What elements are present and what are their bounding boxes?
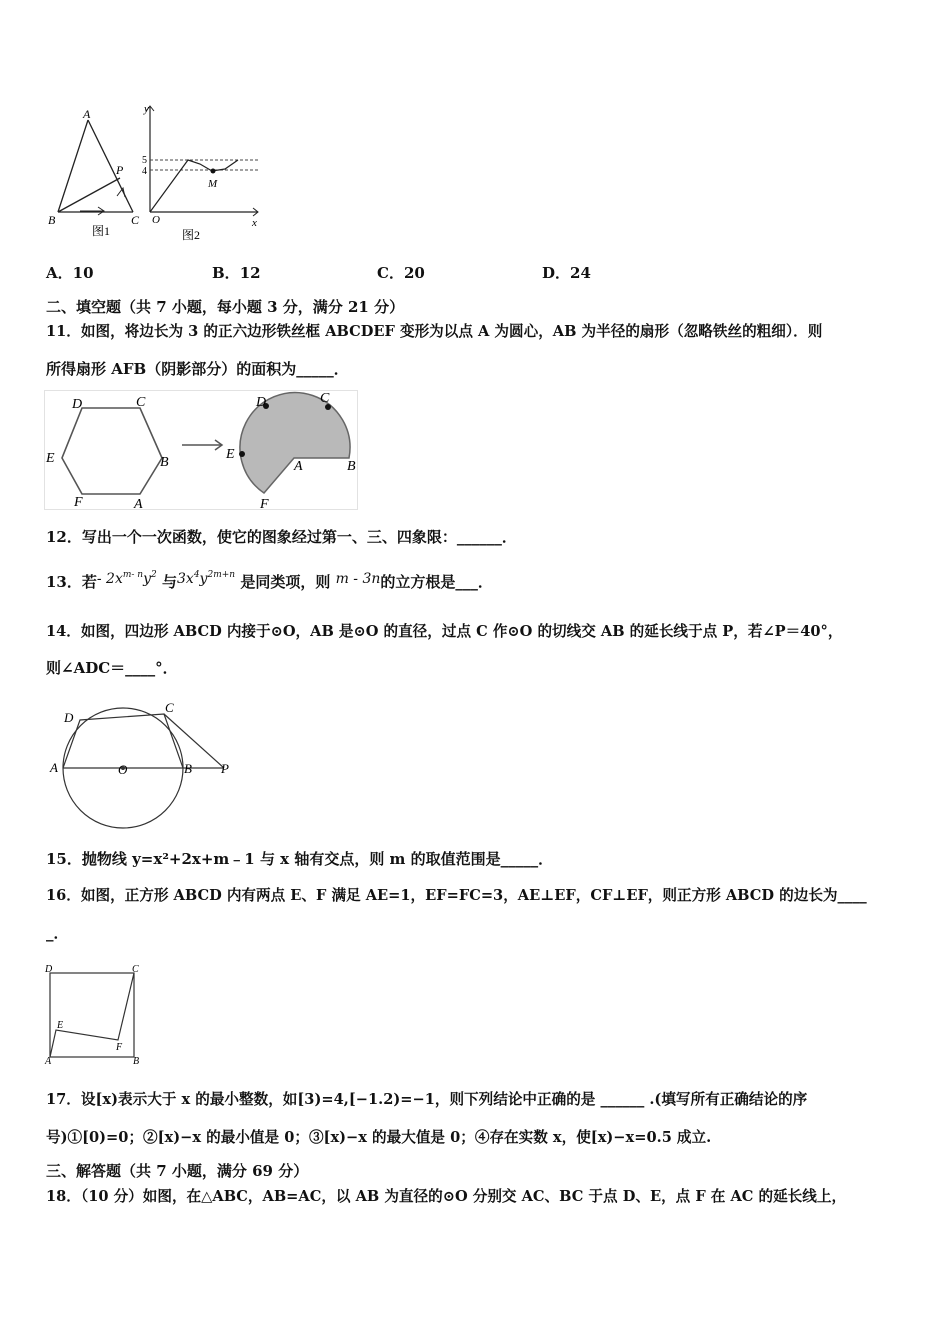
q11-figure (44, 390, 360, 512)
q11-line-2: 所得扇形 AFB（阴影部分）的面积为_____． (46, 360, 349, 378)
fig1-caption: 图1 (92, 224, 111, 238)
fig2-label-5: 5 (142, 155, 147, 166)
q17-line-1: 17．设[x)表示大于 x 的最小整数，如[3)=4,[−1.2)=−1，则下列结论中正确的是 ______ .(填写所有正确结论的序 (46, 1091, 808, 1108)
q14-label-C: C (165, 700, 174, 715)
q14-label-B: B (184, 761, 192, 776)
q10-option-c: C．20 (377, 264, 425, 282)
q16-line-2: _． (46, 924, 69, 942)
q14-figure (44, 692, 244, 852)
q14-line-1: 14．如图，四边形 ABCD 内接于⊙O，AB 是⊙O 的直径，过点 C 作⊙O 的切线交 AB 的延长线于点 P，若∠P＝40°， (46, 623, 843, 640)
q14-label-P: P (221, 761, 229, 776)
q14-label-D: D (64, 710, 74, 725)
hexagon-frame (45, 395, 169, 512)
q13-expr-1: - $2x^{m- n}y^2$ (96, 570, 157, 587)
q14-line-2: 则∠ADC＝____°． (46, 659, 178, 677)
q10-option-d: D．24 (542, 264, 591, 282)
fig1-label-P: P (116, 163, 124, 177)
fig2-caption: 图2 (182, 228, 201, 242)
q16-label-A: A (45, 1056, 52, 1066)
q12-text: 12．写出一个一次函数，使它的图象经过第一、三、四象限：______． (46, 528, 517, 546)
arrow-right-icon (182, 440, 222, 450)
hex-label-B: B (160, 455, 169, 470)
fig1-label-B: B (48, 213, 56, 227)
hex-label-C: C (136, 395, 146, 410)
fig1-label-C: C (131, 213, 140, 227)
q16-line-1: 16．如图，正方形 ABCD 内有两点 E、F 满足 AE=1，EF=FC=3，AE⊥EF，CF⊥EF，则正方形 ABCD 的边长为____ (46, 887, 867, 904)
sector-label-B: B (347, 459, 356, 474)
q16-label-D: D (45, 964, 53, 975)
figure-2-graph (142, 103, 258, 242)
fig2-label-y: y (144, 103, 149, 115)
hex-label-D: D (72, 397, 83, 412)
q15-text: 15．抛物线 y=x²+2x+m﹣1 与 x 轴有交点，则 m 的取值范围是_____． (46, 850, 554, 868)
fig2-label-M: M (208, 178, 218, 190)
fig1-label-A: A (83, 107, 91, 121)
sector-label-E: E (226, 447, 235, 462)
q17-line-2: 号)①[0)=0；②[x)−x 的最小值是 0；③[x)−x 的最大值是 0；④存在实数 x，使[x)−x=0.5 成立. (46, 1129, 712, 1146)
fig2-label-4: 4 (142, 166, 147, 177)
sector-afb (225, 391, 356, 512)
q13-text: 13．若- $2x^{m- n}y^2$ 与$3x^4y^{2m+n}$ 是同类项，则 m - 3n的立方根是___． (46, 570, 493, 591)
section-2-heading: 二、填空题（共 7 小题，每小题 3 分，满分 21 分） (46, 298, 405, 316)
figure-1-triangle (48, 107, 140, 238)
q18-text: 18．（10 分）如图，在△ABC，AB=AC，以 AB 为直径的⊙O 分别交 AC、BC 于点 D、E，点 F 在 AC 的延长线上， (46, 1188, 847, 1205)
q16-figure (44, 960, 144, 1066)
fig2-label-x: x (252, 217, 257, 229)
q16-label-B: B (133, 1056, 140, 1066)
sector-label-F: F (260, 497, 269, 512)
q10-figures (40, 100, 270, 245)
hex-label-E: E (46, 451, 55, 466)
q10-option-a: A．10 (46, 264, 94, 282)
hex-label-F: F (74, 495, 83, 510)
hex-label-A: A (134, 497, 143, 512)
q11-line-1: 11．如图，将边长为 3 的正六边形铁丝框 ABCDEF 变形为以点 A 为圆心，AB 为半径的扇形（忽略铁丝的粗细）．则 (46, 323, 823, 340)
q14-label-O: O (118, 762, 128, 777)
q16-label-E: E (57, 1020, 64, 1031)
fig2-label-O: O (152, 214, 160, 226)
section-3-heading: 三、解答题（共 7 小题，满分 69 分） (46, 1162, 309, 1180)
sector-label-C: C (320, 391, 330, 406)
sector-label-A: A (294, 459, 303, 474)
q16-label-C: C (132, 964, 139, 975)
q14-label-A: A (50, 760, 58, 775)
q16-label-F: F (116, 1042, 123, 1053)
q13-expr-3: m - 3n (335, 571, 381, 587)
sector-label-D: D (256, 395, 267, 410)
q10-option-b: B．12 (212, 264, 261, 282)
q13-expr-2: $3x^4y^{2m+n}$ (177, 570, 236, 587)
